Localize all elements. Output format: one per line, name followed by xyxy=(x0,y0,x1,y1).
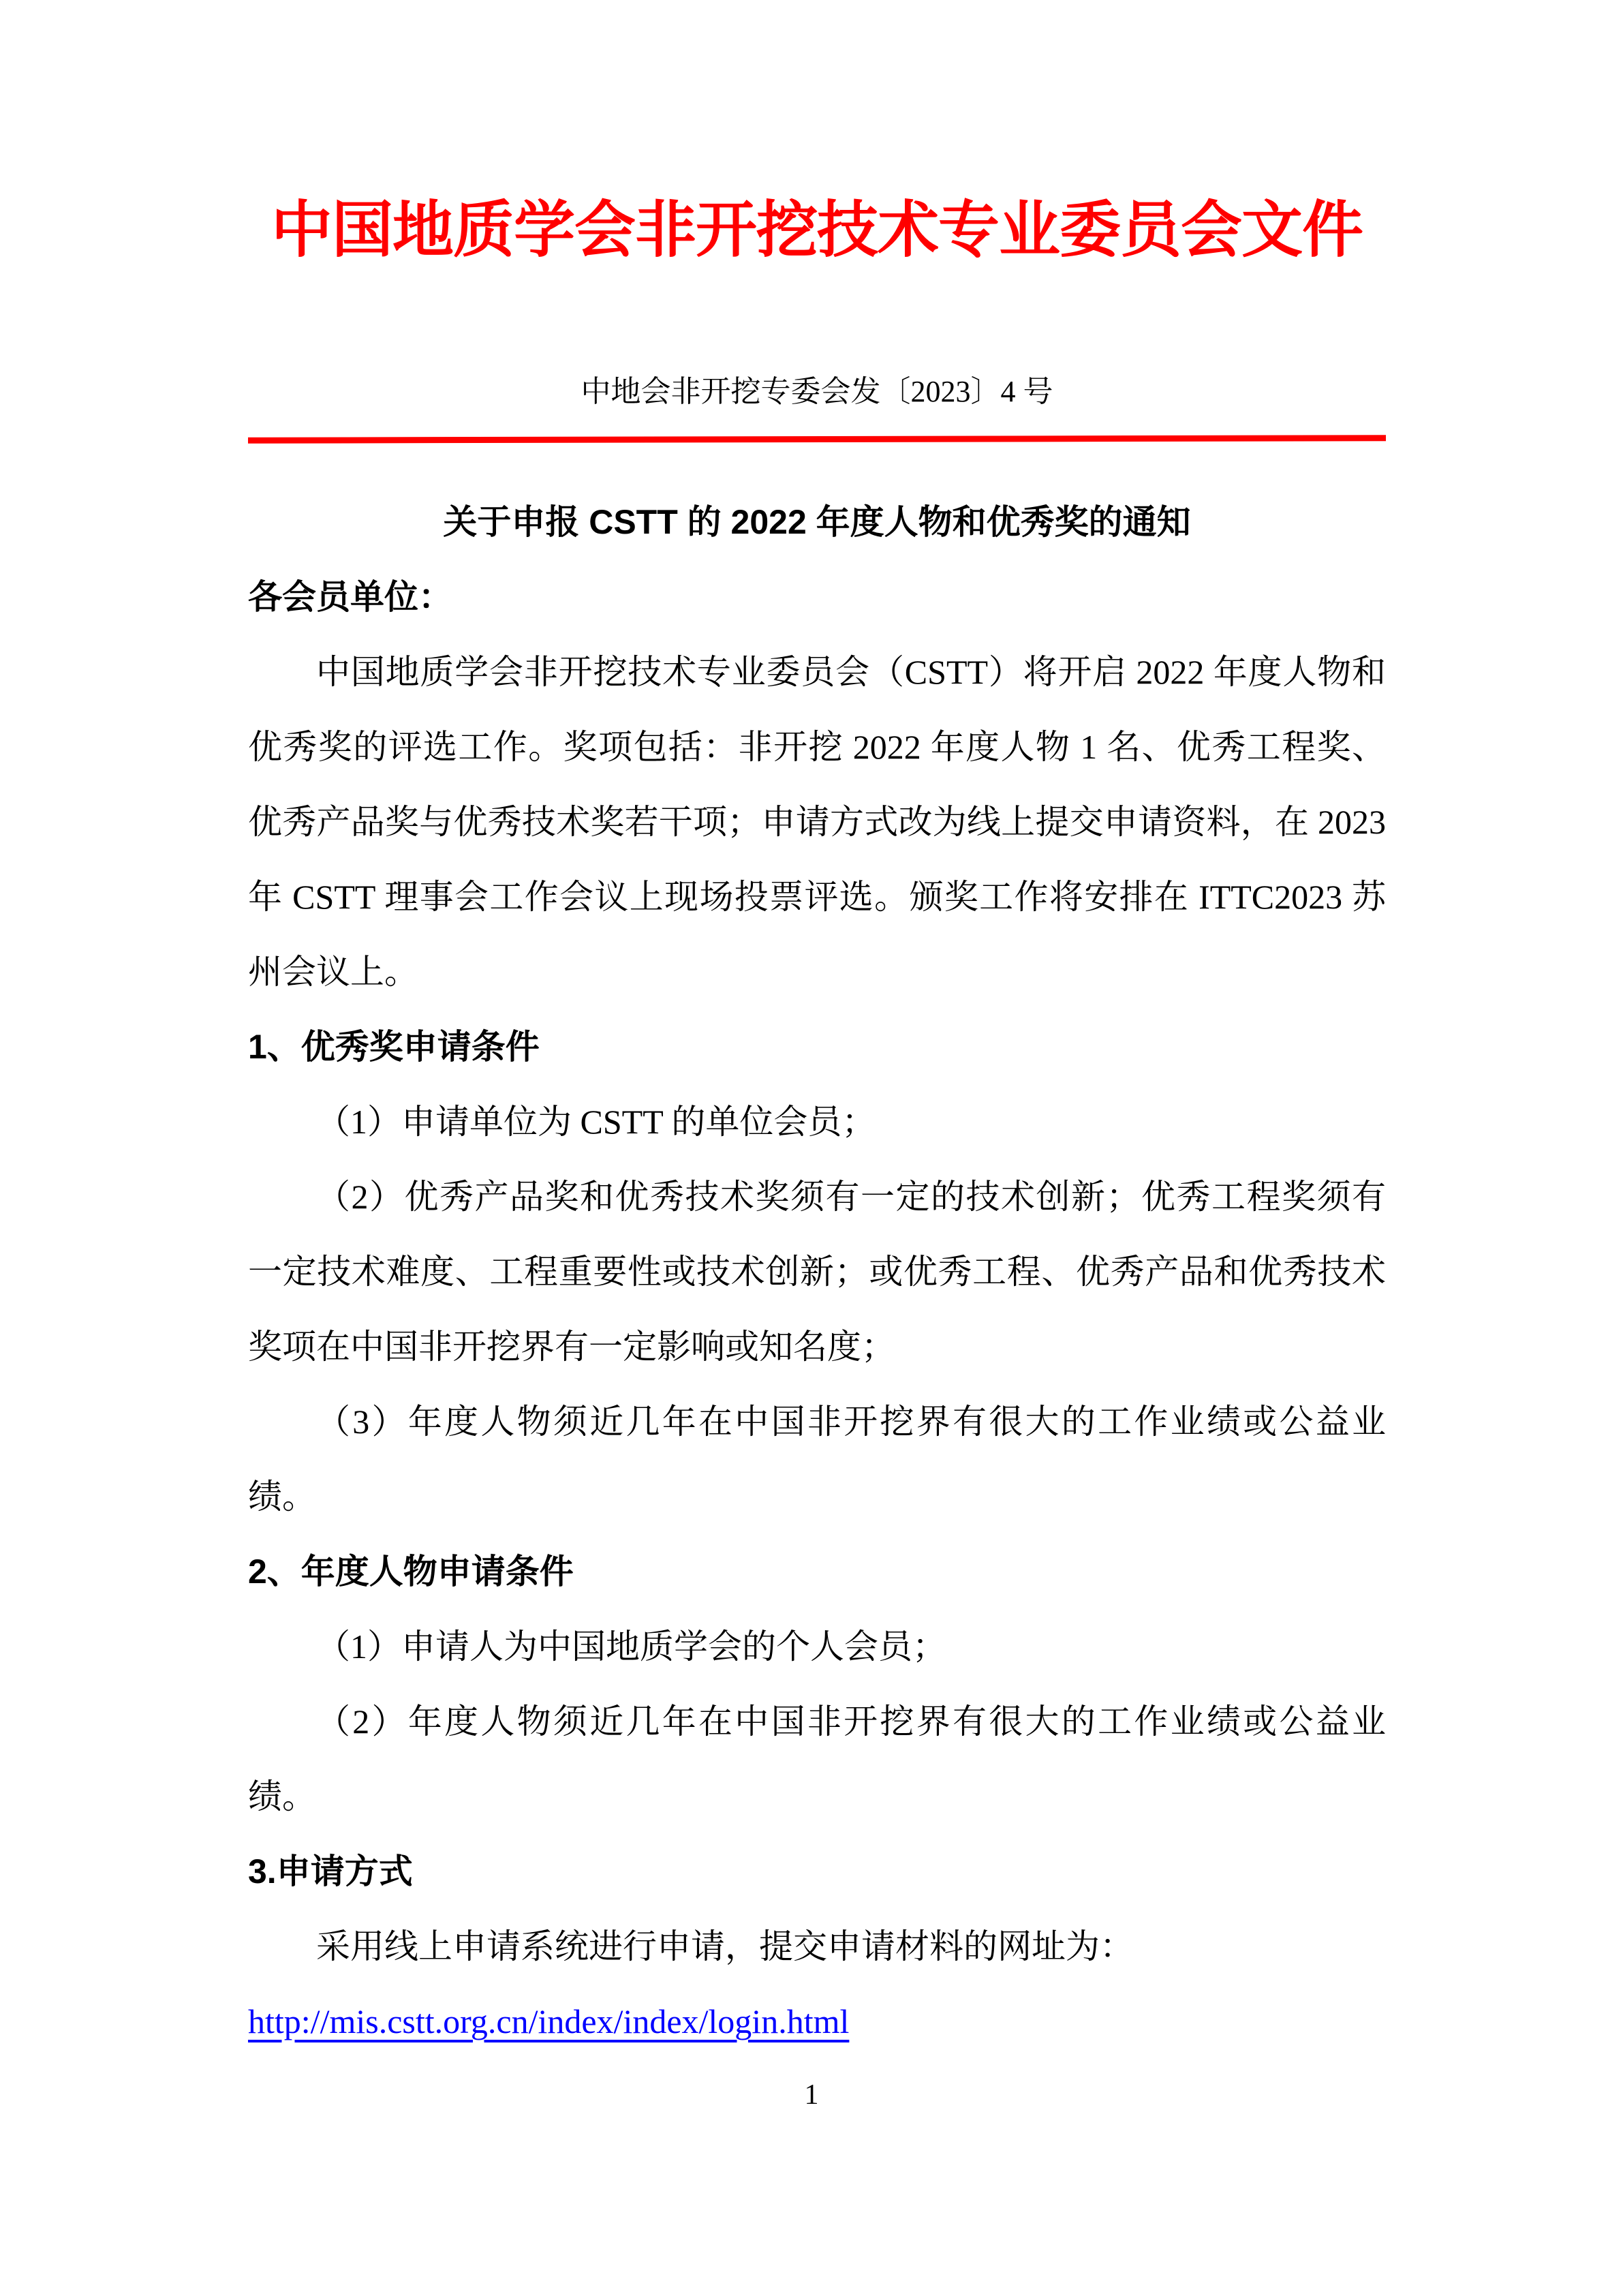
red-divider-rule xyxy=(248,435,1386,443)
page-number: 1 xyxy=(804,2079,819,2111)
section-1-item-2: （2）优秀产品奖和优秀技术奖须有一定的技术创新；优秀工程奖须有一定技术难度、工程重要性或技术创新；或优秀工程、优秀产品和优秀技术奖项在中国非开挖界有一定影响或知名度； xyxy=(248,1178,1386,1366)
document-body xyxy=(248,485,1386,2059)
section-2-item-2: （2）年度人物须近几年在中国非开挖界有很大的工作业绩或公益业绩。 xyxy=(248,1702,1386,1816)
section-3-item-1: 采用线上申请系统进行申请，提交申请材料的网址为： xyxy=(316,1927,1134,1965)
letterhead-title: 中国地质学会非开挖技术专业委员会文件 xyxy=(271,197,1363,264)
notice-title: 关于申报 CSTT 的 2022 年度人物和优秀奖的通知 xyxy=(443,503,1191,541)
application-url-link[interactable]: http://mis.cstt.org.cn/index/index/login.html xyxy=(248,2002,850,2040)
section-1-heading: 1、优秀奖申请条件 xyxy=(248,1028,540,1066)
section-2-heading: 2、年度人物申请条件 xyxy=(248,1552,574,1591)
salutation: 各会员单位： xyxy=(248,578,452,616)
section-1-item-3: （3）年度人物须近几年在中国非开挖界有很大的工作业绩或公益业绩。 xyxy=(248,1403,1386,1516)
document-number: 中地会非开挖专委会发〔2023〕4 号 xyxy=(581,375,1053,408)
section-1-item-1: （1）申请单位为 CSTT 的单位会员； xyxy=(316,1103,876,1141)
section-2-item-1: （1）申请人为中国地质学会的个人会员； xyxy=(316,1627,946,1666)
application-url-line xyxy=(248,1984,1386,2059)
section-3-heading: 3.申请方式 xyxy=(248,1852,413,1891)
intro-paragraph: 中国地质学会非开挖技术专业委员会（CSTT）将开启 2022 年度人物和优秀奖的评选工作。奖项包括：非开挖 2022 年度人物 1 名、优秀工程奖、优秀产品奖与优秀技术奖若干项；申请方式改为线上提交申请资料，在 2023 年 CSTT 理事会工作会议上现场投票评选。颁奖工作将安排在 ITTC2023 苏州会议上。 xyxy=(248,653,1386,991)
